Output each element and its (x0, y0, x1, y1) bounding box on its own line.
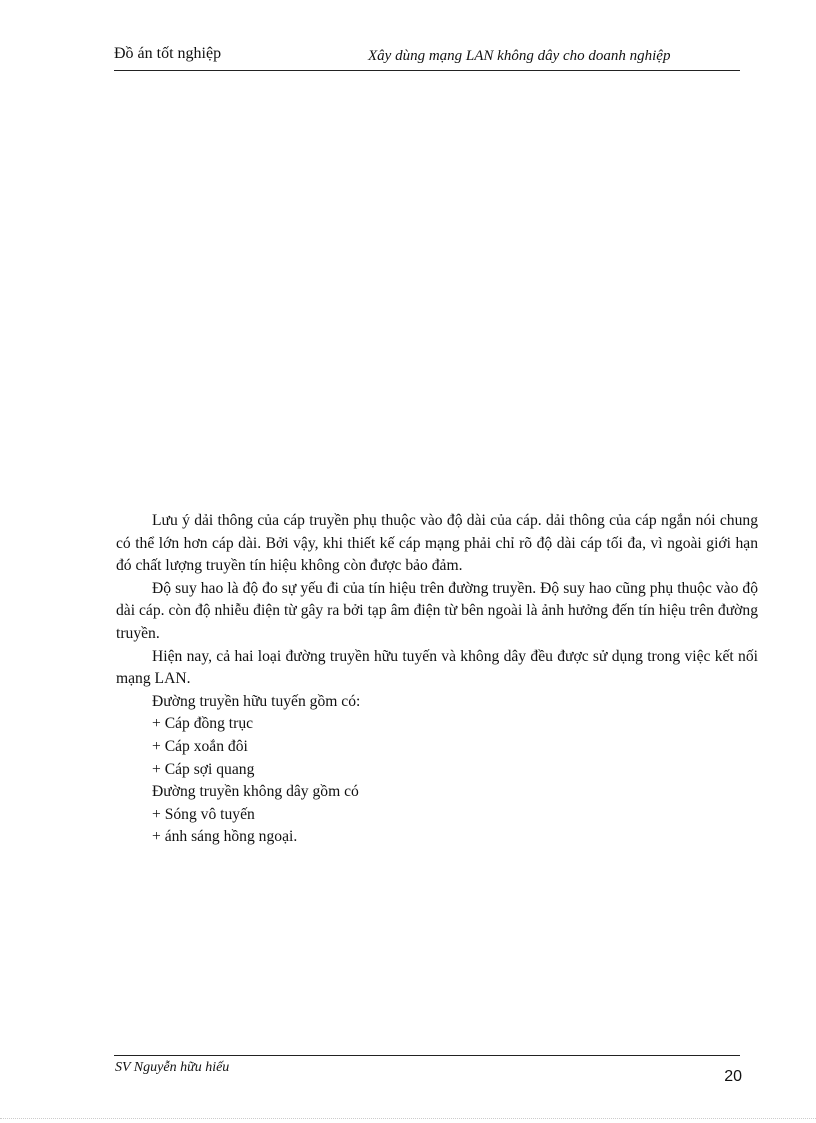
paragraph-attenuation: Độ suy hao là độ đo sự yếu đi của tín hiệu trên đường truyền. Độ suy hao cũng phụ thuộc vào độ dài cáp. còn độ nhiễu điện từ gây ra bởi tạp âm điện từ bên ngoài là ảnh hưởng đến tín hiệu trên đường truyền. (116, 579, 758, 642)
header-document-type: Đồ án tốt nghiệp (114, 45, 222, 62)
body-content (116, 510, 758, 849)
list-item-infrared: + ánh sáng hồng ngoại. (152, 828, 298, 846)
list-item-twisted-pair: + Cáp xoắn đôi (152, 737, 248, 755)
footer-divider (114, 1055, 740, 1056)
footer-author: SV Nguyễn hữu hiếu (115, 1060, 230, 1075)
list-item-coaxial: + Cáp đồng trục (152, 715, 254, 733)
list-heading-wireless: Đường truyền không dây gồm có (152, 783, 359, 801)
paragraph-bandwidth: Lưu ý dải thông của cáp truyền phụ thuộc vào độ dài của cáp. dải thông của cáp ngắn nói chung có thể lớn hơn cáp dài. Bởi vậy, khi thiết kế cáp mạng phải chỉ rõ độ dài cáp tối đa, vì ngoài giới hạn đó chất lượng truyền tín hiệu không còn được bảo đảm. (116, 512, 758, 575)
list-item-radio: + Sóng vô tuyến (152, 805, 255, 823)
page-bottom-border (0, 1118, 816, 1119)
list-item-fiber: + Cáp sợi quang (152, 760, 255, 778)
paragraph-transmission-types: Hiện nay, cả hai loại đường truyền hữu tuyến và không dây đều được sử dụng trong việc kết nối mạng LAN. (116, 647, 758, 688)
header-document-title: Xây dùng mạng LAN không dây cho doanh nghiệp (368, 48, 671, 64)
page-number: 20 (724, 1068, 742, 1085)
list-heading-wired: Đường truyền hữu tuyến gồm có: (152, 692, 361, 710)
header-divider (114, 70, 740, 71)
